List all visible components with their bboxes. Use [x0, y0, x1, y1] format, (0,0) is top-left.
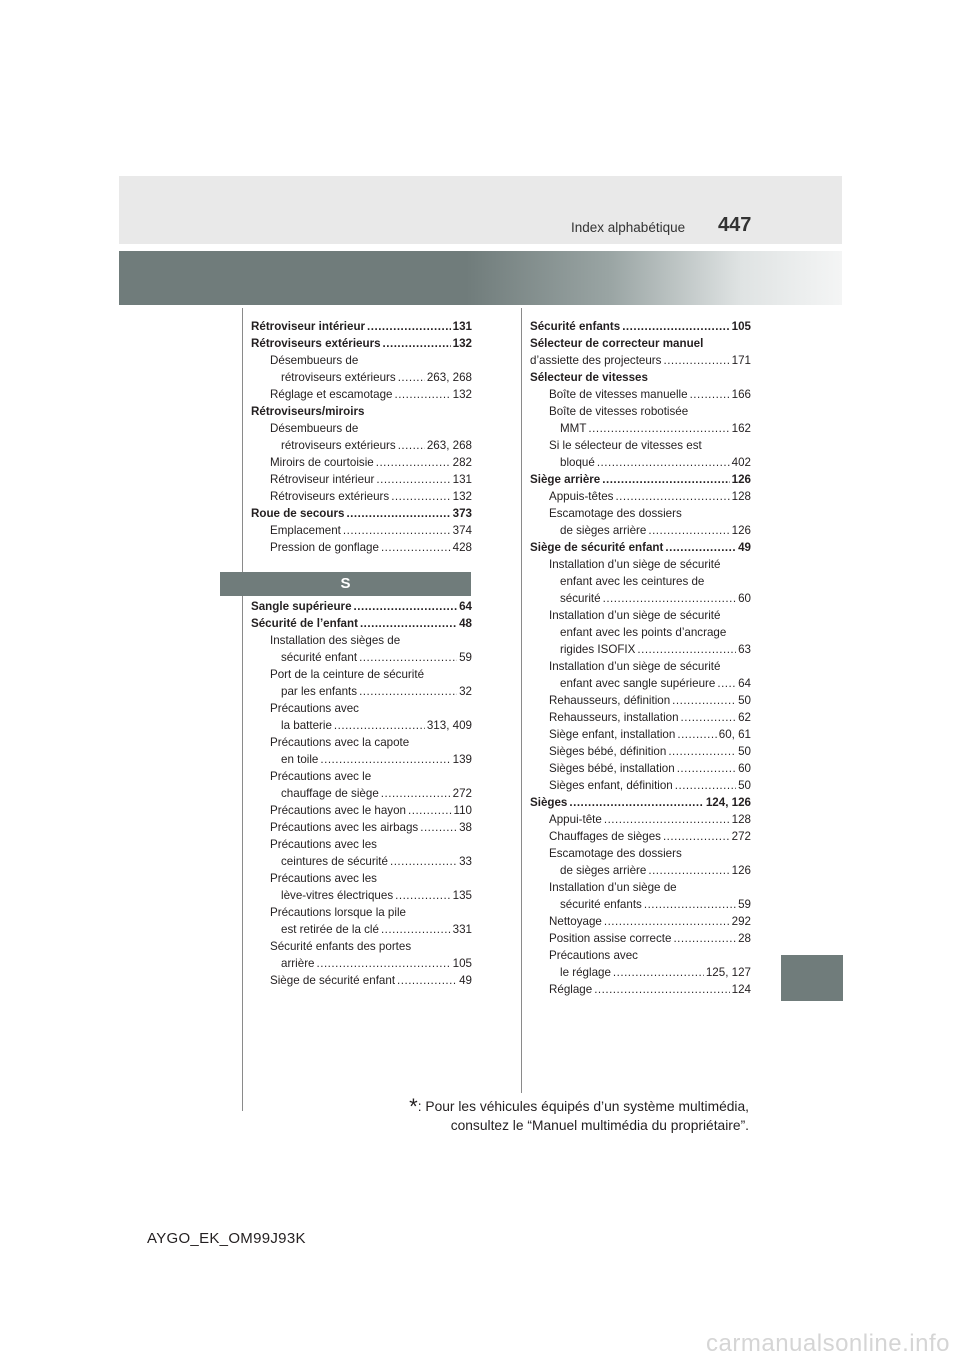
index-entry-page: 64 — [459, 600, 472, 613]
footnote-line-1: : Pour les véhicules équipés d’un système multimédia, — [417, 1099, 749, 1114]
index-subentry-line: Installation d’un siège de sécurité — [549, 558, 721, 571]
index-subentry-line: Précautions avec la capote — [270, 736, 410, 749]
index-entry-term: Réglage et escamotage — [270, 388, 393, 401]
index-entry-term: Emplacement — [270, 524, 341, 537]
index-entry-page: 272 — [731, 830, 751, 843]
index-entry-term: enfant avec sangle supérieure — [560, 677, 716, 690]
index-subentry-line: Installation d’un siège de — [549, 881, 677, 894]
leader-dots — [588, 420, 729, 437]
index-subentry-line: Installation d’un siège de sécurité — [549, 609, 721, 622]
index-entry-term: Pression de gonflage — [270, 541, 379, 554]
leader-dots — [346, 505, 450, 522]
leader-dots — [383, 335, 451, 352]
index-entry-page: 49 — [738, 541, 751, 554]
index-entry-page: 282 — [452, 456, 472, 469]
index-subentry-line: Escamotage des dossiers — [549, 507, 682, 520]
leader-dots — [381, 921, 451, 938]
index-entry — [530, 964, 751, 981]
index-heading: Rétroviseurs/miroirs — [251, 405, 365, 418]
index-entry — [530, 590, 751, 607]
leader-dots — [367, 318, 451, 335]
index-entry-term: Nettoyage — [549, 915, 602, 928]
index-entry-page: 124, 126 — [705, 796, 751, 809]
index-entry-page: 331 — [452, 923, 472, 936]
index-entry — [251, 454, 472, 471]
index-entry — [251, 539, 472, 556]
index-entry-term: par les enfants — [281, 685, 358, 698]
leader-dots — [613, 964, 704, 981]
index-entry — [251, 785, 472, 802]
index-entry-page: 105 — [452, 957, 472, 970]
index-entry-page: 132 — [452, 337, 472, 350]
leader-dots — [668, 743, 736, 760]
index-entry-page: 126 — [731, 864, 751, 877]
leader-dots — [390, 853, 457, 870]
index-entry-term: ceintures de sécurité — [281, 855, 388, 868]
index-entry — [530, 420, 751, 437]
index-entry-term: Siège de sécurité enfant — [270, 974, 396, 987]
index-entry — [530, 743, 751, 760]
index-entry — [251, 802, 472, 819]
index-entry — [251, 819, 472, 836]
index-entry-term: chauffage de siège — [281, 787, 379, 800]
index-entry-term: Sangle supérieure — [251, 600, 352, 613]
index-entry-term: sécurité — [560, 592, 601, 605]
index-entry-page: 402 — [731, 456, 751, 469]
index-entry-term: Appuis-têtes — [549, 490, 614, 503]
index-entry-term: MMT — [560, 422, 587, 435]
index-entry — [530, 318, 751, 335]
index-subentry-line: Désembueurs de — [270, 354, 359, 367]
leader-dots — [398, 437, 425, 454]
index-entry-term: d’assiette des projecteurs — [530, 354, 662, 367]
leader-dots — [360, 615, 457, 632]
index-entry-page: 131 — [452, 320, 472, 333]
index-entry-term: Position assise correcte — [549, 932, 672, 945]
index-entry-page: 59 — [459, 651, 472, 664]
index-entry — [251, 683, 472, 700]
leader-dots — [622, 318, 729, 335]
leader-dots — [648, 522, 729, 539]
index-subentry-line: Boîte de vitesses robotisée — [549, 405, 689, 418]
leader-dots — [672, 692, 736, 709]
index-entry-page: 126 — [731, 473, 751, 486]
index-entry-page: 32 — [459, 685, 472, 698]
index-entry-page: 292 — [731, 915, 751, 928]
index-entry-term: Réglage — [549, 983, 593, 996]
index-entry — [251, 598, 472, 615]
index-entry-term: Siège de sécurité enfant — [530, 541, 664, 554]
section-side-tab — [781, 955, 843, 1001]
index-entry — [530, 454, 751, 471]
index-entry-page: 272 — [452, 787, 472, 800]
index-entry — [530, 675, 751, 692]
index-entry-term: lève-vitres électriques — [281, 889, 394, 902]
index-column-2 — [251, 598, 472, 989]
index-entry-page: 139 — [452, 753, 472, 766]
index-subentry-line: Escamotage des dossiers — [549, 847, 682, 860]
leader-dots — [602, 471, 729, 488]
column-divider-left — [242, 308, 243, 1111]
index-entry — [530, 981, 751, 998]
index-heading: Sélecteur de correcteur manuel — [530, 337, 704, 350]
index-entry-term: Sécurité de l’enfant — [251, 617, 358, 630]
leader-dots — [663, 352, 729, 369]
index-entry — [530, 488, 751, 505]
index-column-1 — [251, 318, 472, 556]
leader-dots — [648, 862, 729, 879]
leader-dots — [677, 726, 716, 743]
index-entry-term: arrière — [281, 957, 315, 970]
leader-dots — [603, 590, 736, 607]
index-subentry-line: Précautions avec — [549, 949, 638, 962]
index-entry — [251, 318, 472, 335]
leader-dots — [334, 717, 425, 734]
leader-dots — [408, 802, 452, 819]
index-entry-page: 60 — [738, 762, 751, 775]
index-entry-page: 166 — [731, 388, 751, 401]
index-entry — [251, 972, 472, 989]
column-divider-middle — [521, 308, 522, 1093]
index-entry-term: Sièges bébé, installation — [549, 762, 675, 775]
index-subentry-line: Si le sélecteur de vitesses est — [549, 439, 702, 452]
document-code: AYGO_EK_OM99J93K — [147, 1230, 306, 1247]
leader-dots — [397, 972, 457, 989]
index-entry — [530, 709, 751, 726]
index-entry — [530, 539, 751, 556]
index-entry-term: Rétroviseurs extérieurs — [270, 490, 390, 503]
index-entry-page: 50 — [738, 694, 751, 707]
index-entry-page: 162 — [731, 422, 751, 435]
header-title: Index alphabétique — [571, 220, 686, 235]
index-entry — [530, 896, 751, 913]
index-entry — [251, 335, 472, 352]
leader-dots — [569, 794, 703, 811]
index-entry-term: Rétroviseur intérieur — [270, 473, 375, 486]
leader-dots — [604, 913, 730, 930]
index-entry-term: la batterie — [281, 719, 332, 732]
index-entry-term: est retirée de la clé — [281, 923, 379, 936]
leader-dots — [354, 598, 458, 615]
footnote-line-2: consultez le “Manuel multimédia du propriétaire”. — [450, 1118, 749, 1133]
index-entry-page: 126 — [731, 524, 751, 537]
index-subentry-line: Précautions lorsque la pile — [270, 906, 406, 919]
index-entry-page: 62 — [738, 711, 751, 724]
index-entry-page: 28 — [738, 932, 751, 945]
index-entry — [251, 955, 472, 972]
index-entry-page: 171 — [731, 354, 751, 367]
index-entry-term: rigides ISOFIX — [560, 643, 636, 656]
index-entry — [530, 777, 751, 794]
index-entry-page: 128 — [731, 490, 751, 503]
index-entry-term: Miroirs de courtoisie — [270, 456, 374, 469]
watermark: carmanualsonline.info — [706, 1330, 950, 1357]
index-entry-term: sécurité enfant — [281, 651, 358, 664]
index-entry-page: 128 — [731, 813, 751, 826]
index-entry — [251, 369, 472, 386]
leader-dots — [594, 981, 729, 998]
index-entry-term: Sécurité enfants — [530, 320, 621, 333]
page-number: 447 — [718, 214, 752, 236]
footnote — [409, 1094, 749, 1135]
index-entry — [530, 913, 751, 930]
index-entry — [251, 505, 472, 522]
index-subentry-line: Installation des sièges de — [270, 634, 401, 647]
section-letter-bar: S — [220, 572, 471, 596]
index-entry-term: Siège enfant, installation — [549, 728, 676, 741]
index-entry-term: Boîte de vitesses manuelle — [549, 388, 688, 401]
index-entry — [530, 692, 751, 709]
footnote-asterisk: * — [409, 1094, 418, 1119]
index-entry-page: 313, 409 — [426, 719, 472, 732]
index-entry-page: 132 — [452, 490, 472, 503]
leader-dots — [376, 454, 451, 471]
index-entry-term: Rehausseurs, installation — [549, 711, 679, 724]
index-subentry-line: Précautions avec — [270, 702, 359, 715]
leader-dots — [604, 811, 730, 828]
index-entry-page: 110 — [453, 804, 472, 817]
leader-dots — [690, 386, 730, 403]
index-entry-page: 60, 61 — [718, 728, 751, 741]
index-entry — [251, 717, 472, 734]
index-entry — [530, 811, 751, 828]
index-entry — [251, 887, 472, 904]
index-entry-page: 125, 127 — [705, 966, 751, 979]
index-entry-term: Sièges bébé, définition — [549, 745, 667, 758]
index-entry-term: de sièges arrière — [560, 864, 647, 877]
index-entry-page: 38 — [459, 821, 472, 834]
index-entry-page: 105 — [731, 320, 751, 333]
index-entry-term: Sièges — [530, 796, 568, 809]
index-entry-page: 48 — [459, 617, 472, 630]
index-entry-term: rétroviseurs extérieurs — [281, 439, 396, 452]
index-column-3 — [530, 318, 751, 998]
index-entry-term: Rétroviseur intérieur — [251, 320, 366, 333]
index-subentry-line: Précautions avec les — [270, 838, 377, 851]
leader-dots — [637, 641, 736, 658]
leader-dots — [317, 955, 451, 972]
index-entry-term: bloqué — [560, 456, 595, 469]
index-entry-term: Rétroviseurs extérieurs — [251, 337, 381, 350]
index-subentry-line: Désembueurs de — [270, 422, 359, 435]
index-entry-page: 50 — [738, 745, 751, 758]
index-entry — [251, 853, 472, 870]
index-entry-term: rétroviseurs extérieurs — [281, 371, 396, 384]
leader-dots — [675, 777, 736, 794]
index-entry — [251, 437, 472, 454]
index-entry-term: Précautions avec les airbags — [270, 821, 419, 834]
index-entry — [530, 641, 751, 658]
index-entry-term: en toile — [281, 753, 319, 766]
index-entry — [530, 522, 751, 539]
index-subentry-line: enfant avec les ceintures de — [560, 575, 705, 588]
index-entry-page: 64 — [738, 677, 751, 690]
index-entry-term: Précautions avec le hayon — [270, 804, 406, 817]
index-entry — [530, 862, 751, 879]
index-subentry-line: Installation d’un siège de sécurité — [549, 660, 721, 673]
leader-dots — [359, 649, 457, 666]
leader-dots — [391, 488, 450, 505]
leader-dots — [673, 930, 736, 947]
index-entry-term: le réglage — [560, 966, 611, 979]
index-entry-page: 374 — [452, 524, 472, 537]
index-entry-page: 263, 268 — [426, 371, 472, 384]
index-entry — [251, 522, 472, 539]
index-entry — [530, 386, 751, 403]
index-entry-term: Siège arrière — [530, 473, 601, 486]
index-entry — [530, 794, 751, 811]
index-entry — [251, 488, 472, 505]
index-entry — [251, 921, 472, 938]
index-entry — [251, 386, 472, 403]
index-entry-term: Sièges enfant, définition — [549, 779, 673, 792]
leader-dots — [665, 539, 736, 556]
header-gradient-bar — [119, 251, 842, 305]
index-entry-page: 59 — [738, 898, 751, 911]
leader-dots — [359, 683, 457, 700]
index-subentry-line: Précautions avec les — [270, 872, 377, 885]
leader-dots — [597, 454, 730, 471]
index-entry-page: 60 — [738, 592, 751, 605]
index-heading: Sélecteur de vitesses — [530, 371, 648, 384]
index-entry-page: 135 — [452, 889, 472, 902]
leader-dots — [381, 785, 451, 802]
index-entry — [530, 828, 751, 845]
leader-dots — [681, 709, 737, 726]
index-entry-term: de sièges arrière — [560, 524, 647, 537]
index-entry-page: 132 — [452, 388, 472, 401]
index-entry-term: sécurité enfants — [560, 898, 642, 911]
leader-dots — [644, 896, 736, 913]
leader-dots — [376, 471, 450, 488]
leader-dots — [615, 488, 729, 505]
index-entry-term: Chauffages de sièges — [549, 830, 661, 843]
leader-dots — [420, 819, 457, 836]
index-entry — [251, 471, 472, 488]
leader-dots — [663, 828, 730, 845]
leader-dots — [677, 760, 736, 777]
index-entry — [251, 615, 472, 632]
index-entry — [251, 751, 472, 768]
leader-dots — [398, 369, 425, 386]
index-entry — [530, 726, 751, 743]
index-entry — [530, 352, 751, 369]
leader-dots — [343, 522, 451, 539]
index-entry — [530, 471, 751, 488]
index-entry-page: 49 — [459, 974, 472, 987]
index-entry-page: 263, 268 — [426, 439, 472, 452]
leader-dots — [394, 386, 450, 403]
index-entry-page: 131 — [452, 473, 472, 486]
leader-dots — [381, 539, 451, 556]
index-subentry-line: Précautions avec le — [270, 770, 372, 783]
leader-dots — [717, 675, 736, 692]
index-entry-page: 428 — [452, 541, 472, 554]
index-entry-term: Rehausseurs, définition — [549, 694, 671, 707]
index-entry — [251, 649, 472, 666]
index-entry-page: 50 — [738, 779, 751, 792]
index-entry-term: Appui-tête — [549, 813, 602, 826]
index-entry-page: 124 — [731, 983, 751, 996]
leader-dots — [320, 751, 450, 768]
index-entry-page: 33 — [459, 855, 472, 868]
index-entry-term: Roue de secours — [251, 507, 345, 520]
index-subentry-line: Sécurité enfants des portes — [270, 940, 412, 953]
index-subentry-line: Port de la ceinture de sécurité — [270, 668, 425, 681]
leader-dots — [395, 887, 451, 904]
index-entry — [530, 760, 751, 777]
index-entry-page: 63 — [738, 643, 751, 656]
index-entry — [530, 930, 751, 947]
index-subentry-line: enfant avec les points d’ancrage — [560, 626, 727, 639]
index-entry-page: 373 — [452, 507, 472, 520]
